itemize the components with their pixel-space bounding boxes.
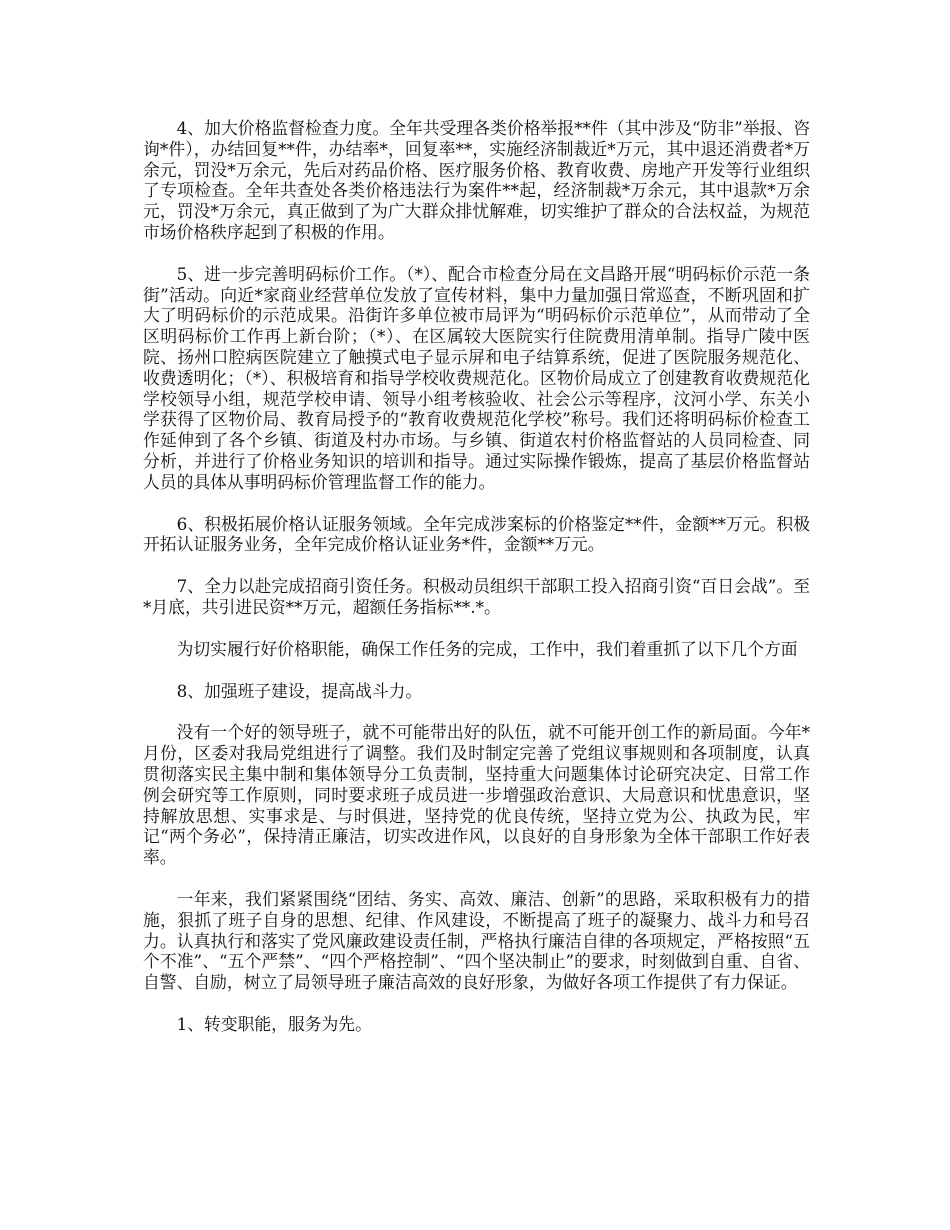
document-body [143,118,810,1035]
paragraph-yearly-work: 一年来，我们紧紧围绕“团结、务实、高效、廉洁、创新”的思路，采取积极有力的措施，狠抓了班子自身的思想、纪律、作风建设，不断提高了班子的凝聚力、战斗力和号召力。认真执行和落实了党风廉政建设责任制，严格执行廉洁自律的各项规定，严格按照“五个不准”、“五个严禁”、“四个严格控制”、“四个坚决制止”的要求，时刻做到自重、自省、自警、自励，树立了局领导班子廉洁高效的良好形象，为做好各项工作提供了有力保证。 [143,888,810,993]
paragraph-work-focus-intro: 为切实履行好价格职能，确保工作任务的完成，工作中，我们着重抓了以下几个方面 [176,638,798,659]
paragraph-leadership-team: 没有一个好的领导班子，就不可能带出好的队伍，就不可能开创工作的新局面。今年*月份，区委对我局党组进行了调整。我们及时制定完善了党组议事规则和各项制度，认真贯彻落实民主集中制和集体领导分工负责制，坚持重大问题集体讨论研究决定、日常工作例会研究等工作原则，同时要求班子成员进一步增强政治意识、大局意识和忧患意识，坚持解放思想、实事求是、与时俱进，坚持党的优良传统，坚持立党为公、执政为民，牢记“两个务必”，保持清正廉洁，切实改进作风，以良好的自身形象为全体干部职工作好表率。 [143,722,810,868]
paragraph-price-certification: 6、积极拓展价格认证服务领域。全年完成涉案标的价格鉴定**件，金额**万元。积极开拓认证服务业务，全年完成价格认证业务*件，金额**万元。 [143,513,810,555]
paragraph-investment-task: 7、全力以赴完成招商引资任务。积极动员组织干部职工投入招商引资“百日会战”。至*月底，共引进民资**万元，超额任务指标**.*。 [143,576,810,617]
paragraph-team-building-heading: 8、加强班子建设，提高战斗力。 [176,680,423,701]
paragraph-price-labeling: 5、进一步完善明码标价工作。（*）、配合市检查分局在文昌路开展“明码标价示范一条街”活动。向近*家商业经营单位发放了宣传材料，集中力量加强日常巡查，不断巩固和扩大了明码标价的示范成果。沿街许多单位被市局评为“明码标价示范单位”，从而带动了全区明码标价工作再上新台阶；（*）、在区属较大医院实行住院费用清单制。指导广陵中医院、扬州口腔病医院建立了触摸式电子显示屏和电子结算系统，促进了医院服务规范化、收费透明化；（*）、积极培育和指导学校收费规范化。区物价局成立了创建教育收费规范化学校领导小组，规范学校申请、领导小组考核验收、社会公示等程序，汶河小学、东关小学获得了区物价局、教育局授予的“教育收费规范化学校”称号。我们还将明码标价检查工作延伸到了各个乡镇、街道及村办市场。与乡镇、街道农村价格监督站的人员同检查、同分析，并进行了价格业务知识的培训和指导。通过实际操作锻炼，提高了基层价格监督站人员的具体从事明码标价管理监督工作的能力。 [143,263,810,492]
paragraph-price-supervision: 4、加大价格监督检查力度。全年共受理各类价格举报**件（其中涉及“防非”举报、咨询*件），办结回复**件，办结率*，回复率**，实施经济制裁近*万元，其中退还消费者*万余元，罚没*万余元，先后对药品价格、医疗服务价格、教育收费、房地产开发等行业组织了专项检查。全年共查处各类价格违法行为案件**起，经济制裁*万余元，其中退款*万余元，罚没*万余元，真正做到了为广大群众排忧解难，切实维护了群众的合法权益，为规范市场价格秩序起到了积极的作用。 [143,118,810,242]
paragraph-service-heading: 1、转变职能，服务为先。 [176,1013,372,1034]
